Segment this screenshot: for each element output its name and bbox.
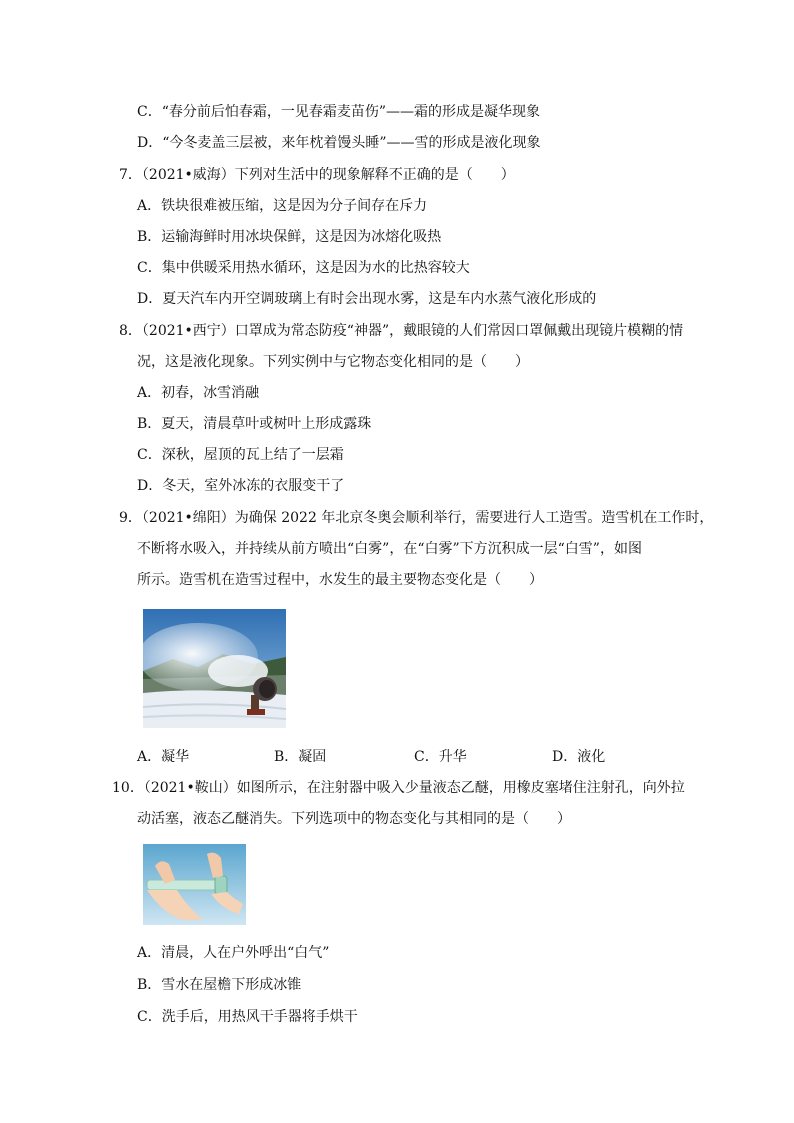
q6-option-c: C．“春分前后怕春霜，一见春霜麦苗伤”——霜的形成是凝华现象 (137, 104, 541, 120)
q6-option-d: D．“今冬麦盖三层被，来年枕着馒头睡”——雪的形成是液化现象 (137, 135, 541, 151)
q7-option-b: B．运输海鲜时用冰块保鲜，这是因为冰熔化吸热 (137, 229, 442, 245)
q9-stem-line2: 不断将水吸入，并持续从前方喷出“白雾”，在“白雾”下方沉积成一层“白雪”，如图 (137, 541, 642, 557)
syringe-experiment-photo (143, 844, 246, 925)
q7-option-a: A．铁块很难被压缩，这是因为分子间存在斥力 (137, 198, 428, 214)
q8-option-a: A．初春，冰雪消融 (137, 385, 260, 401)
q8-option-c: C．深秋，屋顶的瓦上结了一层霜 (137, 447, 344, 463)
q8-stem-line2: 况，这是液化现象。下列实例中与它物态变化相同的是（ ） (137, 354, 529, 370)
q9-option-a: A．凝华 (137, 749, 190, 765)
q8-stem-line1: 8．（2021•西宁）口罩成为常态防疫“神器”，戴眼镜的人们常因口罩佩戴出现镜片模糊的情 (119, 323, 684, 339)
q10-option-a: A．清晨，人在户外呼出“白气” (137, 945, 330, 961)
q10-stem-line2: 动活塞，液态乙醚消失。下列选项中的物态变化与其相同的是（ ） (137, 811, 571, 827)
q10-stem-line1: 10．（2021•鞍山）如图所示，在注射器中吸入少量液态乙醚，用橡皮塞堵住注射孔，向外拉 (112, 780, 685, 796)
q9-option-c: C．升华 (414, 749, 467, 765)
q9-stem-line3: 所示。造雪机在造雪过程中，水发生的最主要物态变化是（ ） (137, 572, 543, 588)
q7-option-d: D．夏天汽车内开空调玻璃上有时会出现水雾，这是车内水蒸气液化形成的 (137, 291, 597, 307)
q10-option-b: B．雪水在屋檐下形成冰锥 (137, 977, 302, 993)
q7-option-c: C．集中供暖采用热水循环，这是因为水的比热容较大 (137, 260, 470, 276)
q9-option-b: B．凝固 (274, 749, 327, 765)
q7-stem: 7．（2021•威海）下列对生活中的现象解释不正确的是（ ） (119, 167, 515, 183)
q8-option-b: B．夏天，清晨草叶或树叶上形成露珠 (137, 416, 372, 432)
q10-option-c: C．洗手后，用热风干手器将手烘干 (137, 1009, 358, 1025)
snow-machine-photo (143, 609, 286, 728)
q8-option-d: D．冬天，室外冰冻的衣服变干了 (137, 478, 345, 494)
q9-stem-line1: 9．（2021•绵阳）为确保 2022 年北京冬奥会顺利举行，需要进行人工造雪。造雪机在工作时， (119, 510, 714, 526)
q9-option-d: D．液化 (552, 749, 606, 765)
